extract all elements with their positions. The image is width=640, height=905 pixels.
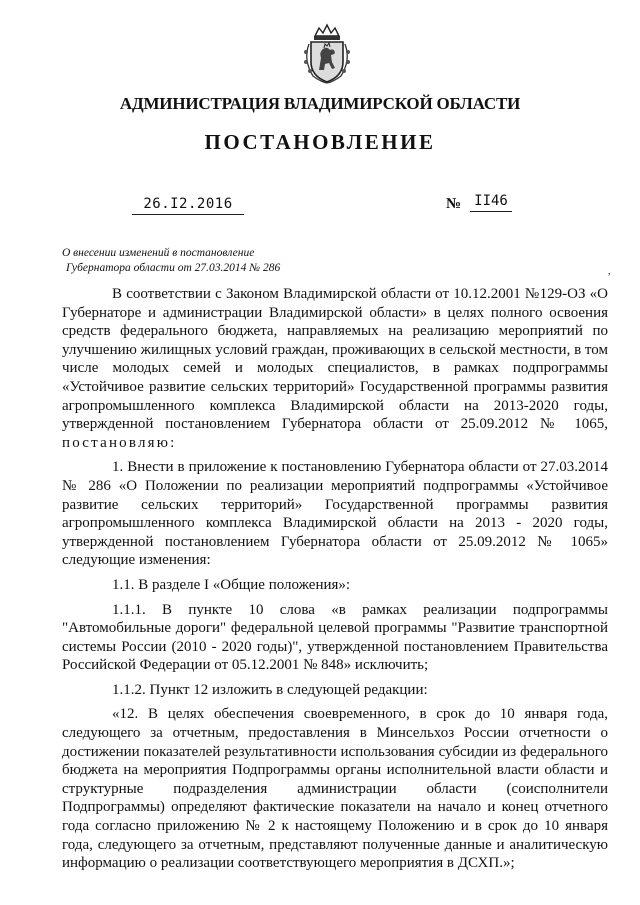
preamble-paragraph [62,285,608,452]
preamble-text: В соответствии с Законом Владимирской области от 10.12.2001 №129-ОЗ «О Губернаторе и администрации Владимирской области» в целях полного освоения средств федерального бюджета, направляемых на реализацию мероприятий по улучшению жилищных условий граждан, проживающих в сельской местности, в том числе молодых семей и молодых специалистов, в рамках подпрограммы «Устойчивое развитие сельских территорий» Государственной программы развития агропромышленного комплекса Владимирской области на 2013-2020 годы, утвержденной постановлением Губернатора области от 25.09.2012 № 1065, [62,286,608,433]
item-1-1-2-paragraph: 1.1.2. Пункт 12 изложить в следующей редакции: [112,681,428,698]
document-date: 26.I2.2016 [132,196,244,215]
subject-line-1: О внесении изменений в постановление [62,247,255,259]
scan-mark: , [608,266,611,277]
coat-of-arms-icon [297,22,357,84]
document-type: ПОСТАНОВЛЕНИЕ [204,130,436,154]
item-1-1-paragraph: 1.1. В разделе I «Общие положения»: [112,576,351,593]
resolve-word: постановляю: [62,434,177,451]
document-subject [62,246,280,276]
subject-line-2: Губернатора области от 27.03.2014 № 286 [66,262,281,274]
document-number: II46 [470,193,512,212]
quote-12-paragraph: «12. В целях обеспечения своевременного, в срок до 10 января года, следующего за отчетным, предоставления в Минсельхоз России отчетности о достижении показателей результативности использования субсидии из федерального бюджета на мероприятия Подпрограммы органы исполнительной власти области и структурные подразделения администрации области (соисполнители Подпрограммы) определяют фактические показатели на начало и конец отчетного года согласно приложению № 2 к настоящему Положению и в срок до 10 января года, следующего за отчетным, представляют полученные данные и аналитическую информацию о реализации соответствующего мероприятия в ДСХП.»; [62,706,608,872]
organization-title: АДМИНИСТРАЦИЯ ВЛАДИМИРСКОЙ ОБЛАСТИ [119,94,521,113]
item-1-paragraph: 1. Внести в приложение к постановлению Губернатора области от 27.03.2014 № 286 «О Положении по реализации мероприятий подпрограммы «Устойчивое развитие сельских территорий» Государственной программы развития агропромышленного комплекса Владимирской области на 2013 - 2020 годы, утвержденной постановлением Губернатора области от 25.09.2012 № 1065» следующие изменения: [62,459,608,569]
number-label: № [446,196,462,212]
document-body [62,285,608,879]
item-1-1-1-paragraph: 1.1.1. В пункте 10 слова «в рамках реализации подпрограммы "Автомобильные дороги" федеральной целевой программы "Развитие транспортной системы России (2010 - 2020 годы)", утвержденной постановлением Правительства Российской Федерации от 05.12.2001 № 848» исключить; [62,601,608,674]
